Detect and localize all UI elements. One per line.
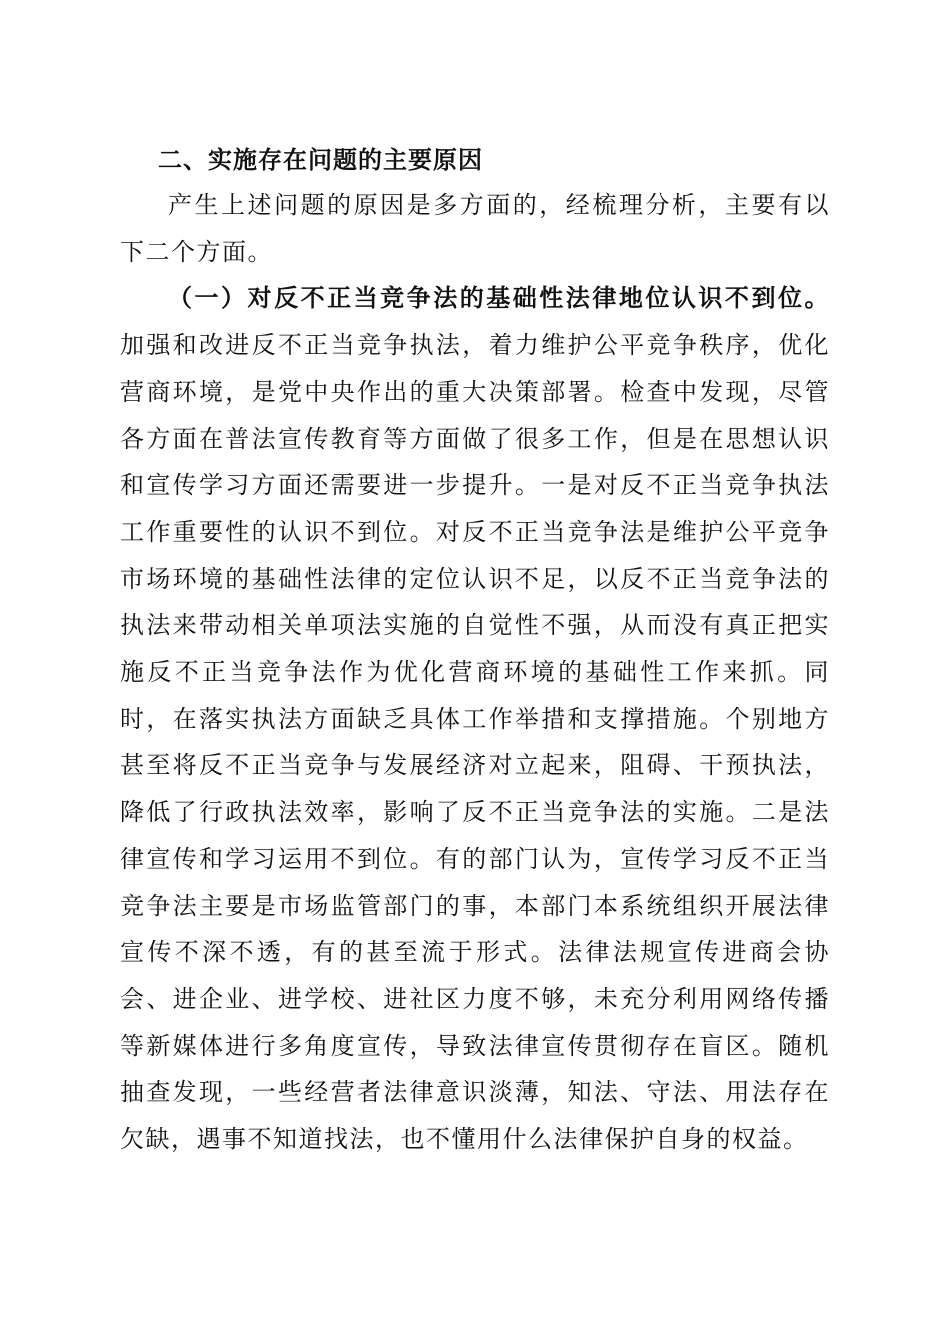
section-heading: 二、实施存在问题的主要原因	[158, 146, 483, 174]
point-one-lead: （一）对反不正当竞争法的基础性法律地位认识不到位。	[168, 283, 830, 313]
point-one-paragraph	[120, 275, 830, 1162]
point-one-body: 加强和改进反不正当竞争执法，着力维护公平竞争秩序，优化营商环境，是党中央作出的重大决策部署。检查中发现，尽管各方面在普法宣传教育等方面做了很多工作，但是在思想认识和宣传学习方面还需要进一步提升。一是对反不正当竞争执法工作重要性的认识不到位。对反不正当竞争法是维护公平竞争市场环境的基础性法律的定位认识不足，以反不正当竞争法的执法来带动相关单项法实施的自觉性不强，从而没有真正把实施反不正当竞争法作为优化营商环境的基础性工作来抓。同时，在落实执法方面缺乏具体工作举措和支撑措施。个别地方甚至将反不正当竞争与发展经济对立起来，阻碍、干预执法，降低了行政执法效率，影响了反不正当竞争法的实施。二是法律宣传和学习运用不到位。有的部门认为，宣传学习反不正当竞争法主要是市场监管部门的事，本部门本系统组织开展法律宣传不深不透，有的甚至流于形式。法律法规宣传进商会协会、进企业、进学校、进社区力度不够，未充分利用网络传播等新媒体进行多角度宣传，导致法律宣传贯彻存在盲区。随机抽查发现，一些经营者法律意识淡薄，知法、守法、用法存在欠缺，遇事不知道找法，也不懂用什么法律保护自身的权益。	[120, 331, 830, 1154]
intro-paragraph: 产生上述问题的原因是多方面的，经梳理分析，主要有以下二个方面。	[120, 191, 830, 266]
document-body	[120, 138, 830, 1163]
